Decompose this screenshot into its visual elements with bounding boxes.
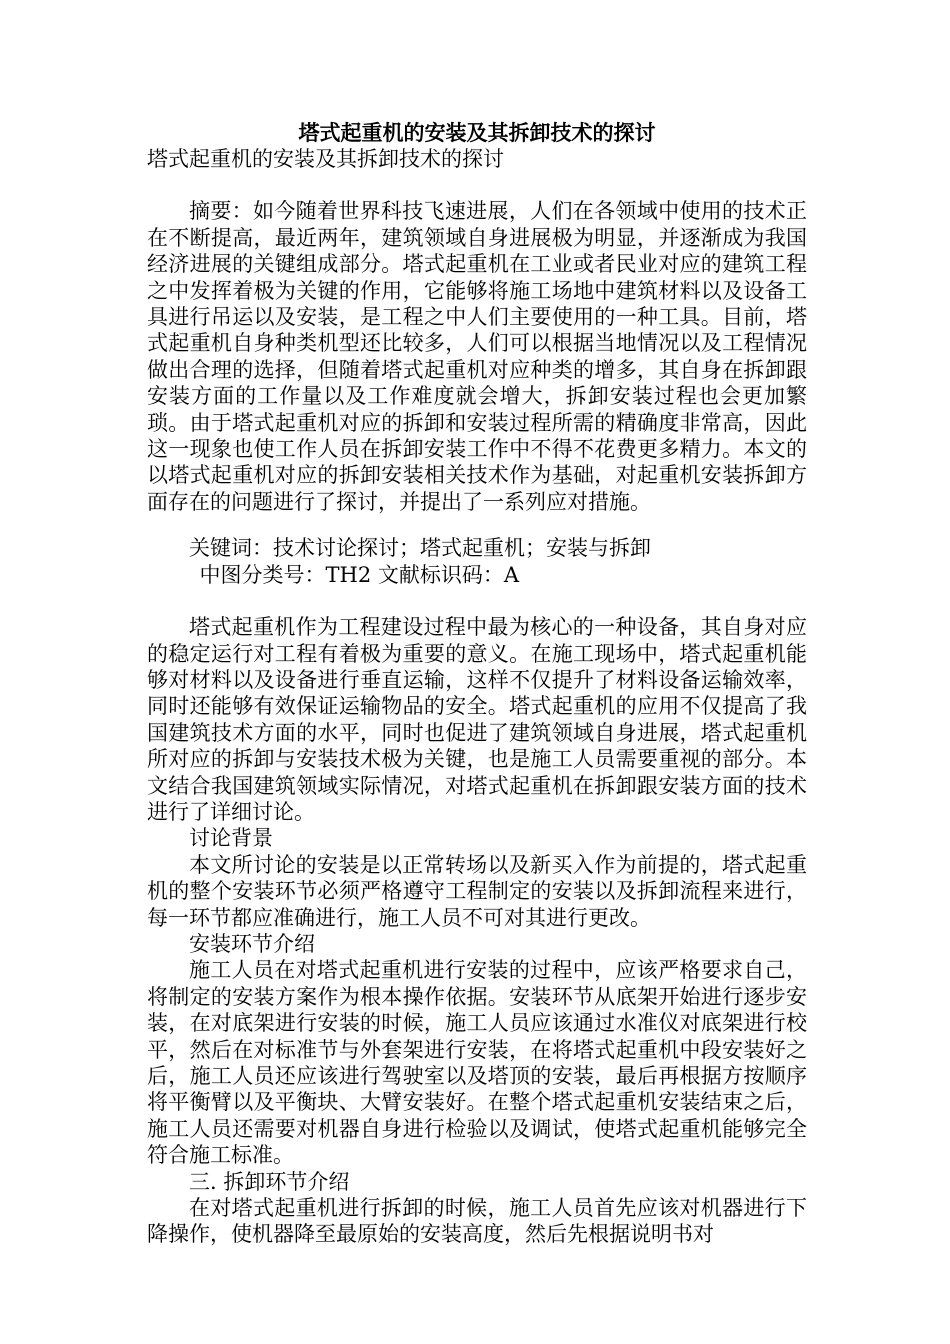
keywords-line: 关键词：技术讨论探讨；塔式起重机；安装与拆卸 [189, 536, 651, 561]
spacer [147, 172, 807, 198]
section-heading-installation: 安装环节介绍 [189, 931, 315, 956]
installation-paragraph: 施工人员在对塔式起重机进行安装的过程中，应该严格要求自己，将制定的安装方案作为根本操作依据。安装环节从底架开始进行逐步安装，在对底架进行安装的时候，施工人员应该通过水准仪对底架进行校平，然后在对标准节与外套架进行安装，在将塔式起重机中段安装好之后，施工人员还应该进行驾驶室以及塔顶的安装，最后再根据方按顺序将平衡臂以及平衡块、大臂安装好。在整个塔式起重机安装结束之后，施工人员还需要对机器自身进行检验以及调试，使塔式起重机能够完全符合施工标准。 [147, 958, 807, 1168]
document-body [147, 120, 807, 1248]
abstract-paragraph: 摘要：如今随着世界科技飞速进展，人们在各领域中使用的技术正在不断提高，最近两年，建筑领域自身进展极为明显，并逐渐成为我国经济进展的关键组成部分。塔式起重机在工业或者民业对应的建筑工程之中发挥着极为关键的作用，它能够将施工场地中建筑材料以及设备工具进行吊运以及安装，是工程之中人们主要使用的一种工具。目前，塔式起重机自身种类机型还比较多，人们可以根据当地情况以及工程情况做出合理的选择，但随着塔式起重机对应种类的增多，其自身在拆卸跟安装方面的工作量以及工作难度就会增大，拆卸安装过程也会更加繁琐。由于塔式起重机对应的拆卸和安装过程所需的精确度非常高，因此这一现象也使工作人员在拆卸安装工作中不得不花费更多精力。本文的以塔式起重机对应的拆卸安装相关技术作为基础，对起重机安装拆卸方面存在的问题进行了探讨，并提出了一系列应对措施。 [147, 199, 807, 514]
document-subtitle: 塔式起重机的安装及其拆卸技术的探讨 [147, 147, 504, 171]
spacer [147, 515, 807, 535]
spacer [147, 588, 807, 614]
section-heading-background: 讨论背景 [189, 826, 273, 851]
background-paragraph: 本文所讨论的安装是以正常转场以及新买入作为前提的，塔式起重机的整个安装环节必须严格遵守工程制定的安装以及拆卸流程来进行，每一环节都应准确进行，施工人员不可对其进行更改。 [147, 852, 807, 930]
document-title: 塔式起重机的安装及其拆卸技术的探讨 [298, 120, 656, 145]
intro-paragraph: 塔式起重机作为工程建设过程中最为核心的一种设备，其自身对应的稳定运行对工程有着极为重要的意义。在施工现场中，塔式起重机能够对材料以及设备进行垂直运输，这样不仅提升了材料设备运输效率，同时还能够有效保证运输物品的安全。塔式起重机的应用不仅提高了我国建筑技术方面的水平，同时也促进了建筑领域自身进展，塔式起重机所对应的拆卸与安装技术极为关键，也是施工人员需要重视的部分。本文结合我国建筑领域实际情况，对塔式起重机在拆卸跟安装方面的技术进行了详细讨论。 [147, 615, 807, 824]
section-heading-dismantling: 三. 拆卸环节介绍 [189, 1169, 350, 1194]
classification-line: 中图分类号：TH2 文献标识码：A [199, 562, 520, 587]
dismantling-paragraph: 在对塔式起重机进行拆卸的时候，施工人员首先应该对机器进行下降操作，使机器降至最原始的安装高度，然后先根据说明书对 [147, 1196, 807, 1247]
